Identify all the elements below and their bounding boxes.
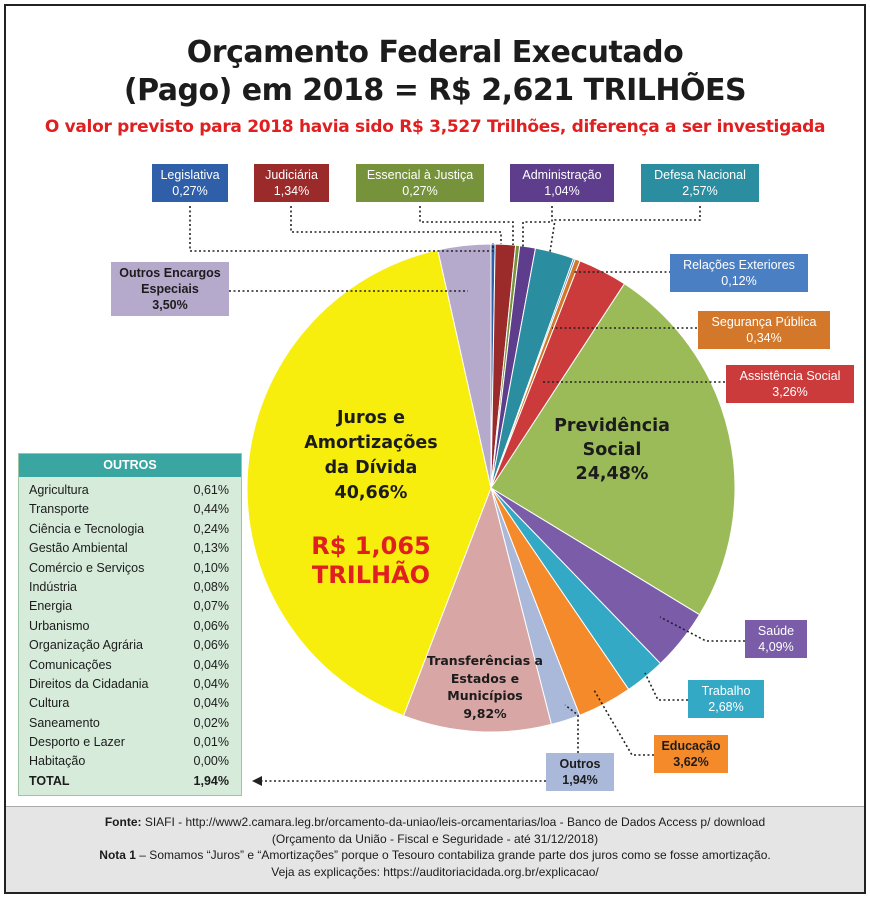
footer-nota-label: Nota 1 xyxy=(99,848,136,862)
label-juros-amount-1: R$ 1,065 xyxy=(311,532,431,560)
label-juros-amount xyxy=(286,532,456,590)
table-cell-value: 0,04% xyxy=(193,696,229,711)
label-saude-name: Saúde xyxy=(757,624,795,638)
label-previdencia-value: 24,48% xyxy=(575,464,649,484)
label-educacao xyxy=(654,735,728,773)
chart-subtitle: O valor previsto para 2018 havia sido R$ 3,527 Trilhões, diferença a ser investigada xyxy=(44,117,826,137)
table-cell-value: 0,01% xyxy=(193,735,229,750)
label-essencial xyxy=(356,164,484,202)
footer-fonte-text: SIAFI - http://www2.camara.leg.br/orcamento-da-uniao/leis-orcamentarias/loa - Banco de Dados Access p/ download xyxy=(141,815,766,829)
outros-breakdown-table xyxy=(18,453,242,796)
label-juros-name-3: da Dívida xyxy=(324,458,418,478)
label-defesa-value: 2,57% xyxy=(682,184,718,198)
leader-line-trabalho xyxy=(645,673,688,700)
leader-line-legislativa xyxy=(190,206,493,251)
label-relacoes-name: Relações Exteriores xyxy=(683,258,795,272)
table-cell-value: 0,04% xyxy=(193,657,229,672)
table-row xyxy=(19,481,241,500)
table-row xyxy=(19,714,241,733)
table-row xyxy=(19,500,241,519)
label-assistencia-name: Assistência Social xyxy=(739,369,841,383)
table-cell-value: 0,07% xyxy=(193,599,229,614)
label-essencial-value: 0,27% xyxy=(402,184,438,198)
label-essencial-name: Essencial à Justiça xyxy=(366,168,474,182)
footer-fonte-label: Fonte: xyxy=(104,815,142,829)
table-cell-value: 0,61% xyxy=(193,483,229,497)
table-cell-name: Comércio e Serviços xyxy=(29,560,145,575)
label-previdencia-name-1: Previdência xyxy=(554,416,670,436)
table-row xyxy=(19,694,241,713)
table-cell-value: 0,24% xyxy=(193,521,229,536)
label-juros-name-2: Amortizações xyxy=(304,433,438,453)
label-educacao-value: 3,62% xyxy=(673,755,709,769)
label-assistencia-value: 3,26% xyxy=(772,385,808,399)
label-previdencia xyxy=(552,414,672,486)
table-cell-value: 0,10% xyxy=(193,560,229,575)
footer-fonte-line-2: (Orçamento da União - Fiscal e Seguridade - até 31/12/2018) xyxy=(271,831,599,846)
label-relacoes xyxy=(670,254,808,292)
table-cell-value: 0,06% xyxy=(193,638,229,653)
label-administracao xyxy=(510,164,614,202)
table-row-total xyxy=(19,772,241,791)
table-total-value: 1,94% xyxy=(193,773,229,788)
outros-table-body xyxy=(19,477,241,791)
table-row xyxy=(19,578,241,597)
table-total-label: TOTAL xyxy=(29,773,70,788)
table-row xyxy=(19,636,241,655)
footer-fonte-line xyxy=(6,814,864,831)
label-judiciaria-name: Judiciária xyxy=(265,168,318,182)
label-transferencias xyxy=(420,652,550,722)
label-outros-encargos-name-1: Outros Encargos xyxy=(119,266,221,280)
table-cell-name: Saneamento xyxy=(29,715,100,730)
table-cell-name: Energia xyxy=(29,599,73,614)
label-assistencia xyxy=(726,365,854,403)
label-relacoes-value: 0,12% xyxy=(721,274,757,288)
footer-nota-line xyxy=(6,847,864,864)
leader-line-administracao xyxy=(523,206,552,247)
label-seguranca-value: 0,34% xyxy=(746,331,782,345)
table-row xyxy=(19,559,241,578)
label-juros xyxy=(296,406,446,506)
label-outros-encargos-name-2: Especiais xyxy=(141,282,199,296)
label-trabalho-value: 2,68% xyxy=(708,700,744,714)
table-cell-value: 0,08% xyxy=(193,579,229,594)
table-cell-name: Direitos da Cidadania xyxy=(29,676,149,691)
title-line-1: Orçamento Federal Executado xyxy=(186,35,684,70)
label-transferencias-name-3: Municípios xyxy=(447,688,523,703)
table-cell-name: Comunicações xyxy=(29,657,112,672)
label-transferencias-name-1: Transferências a xyxy=(427,653,543,668)
table-cell-name: Indústria xyxy=(29,579,77,594)
label-outros-encargos xyxy=(111,262,229,316)
label-juros-amount-2: TRILHÃO xyxy=(311,561,431,589)
leader-line-judiciaria xyxy=(291,206,501,244)
label-outros-name: Outros xyxy=(559,757,601,771)
label-seguranca xyxy=(698,311,830,349)
table-cell-value: 0,13% xyxy=(193,541,229,556)
table-row xyxy=(19,520,241,539)
table-cell-value: 0,04% xyxy=(193,676,229,691)
label-administracao-value: 1,04% xyxy=(544,184,580,198)
label-outros xyxy=(546,753,614,791)
footer-nota-text: – Somamos “Juros” e “Amortizações” porque o Tesouro contabiliza grande parte dos juros como se fosse amortização. xyxy=(135,848,771,862)
label-juros-name-1: Juros e xyxy=(336,408,405,428)
label-juros-value: 40,66% xyxy=(334,483,408,503)
label-judiciaria xyxy=(254,164,329,202)
title-line-2: (Pago) em 2018 = R$ 2,621 TRILHÕES xyxy=(123,73,747,108)
label-outros-value: 1,94% xyxy=(562,773,598,787)
table-cell-name: Habitação xyxy=(29,754,86,769)
table-cell-name: Urbanismo xyxy=(29,618,90,633)
label-defesa-name: Defesa Nacional xyxy=(654,168,746,182)
table-row xyxy=(19,597,241,616)
table-row xyxy=(19,733,241,752)
table-cell-value: 0,02% xyxy=(193,715,229,730)
outros-table-header: OUTROS xyxy=(19,454,241,477)
label-previdencia-name-2: Social xyxy=(582,440,642,460)
table-row xyxy=(19,617,241,636)
table-row xyxy=(19,752,241,771)
table-cell-name: Gestão Ambiental xyxy=(29,541,128,556)
label-outros-encargos-value: 3,50% xyxy=(152,298,188,312)
label-trabalho-name: Trabalho xyxy=(701,684,751,698)
table-cell-value: 0,06% xyxy=(193,618,229,633)
label-seguranca-name: Segurança Pública xyxy=(711,315,817,329)
footer-source xyxy=(6,806,864,892)
leader-line-essencial xyxy=(420,206,513,245)
label-legislativa-value: 0,27% xyxy=(172,184,208,198)
table-cell-name: Desporto e Lazer xyxy=(29,735,125,750)
label-legislativa xyxy=(152,164,228,202)
label-legislativa-name: Legislativa xyxy=(160,168,220,182)
label-administracao-name: Administração xyxy=(522,168,602,182)
footer-nota-line-2: Veja as explicações: https://auditoriacidada.org.br/explicacao/ xyxy=(271,864,599,879)
label-saude xyxy=(745,620,807,658)
table-cell-name: Organização Agrária xyxy=(29,638,143,653)
label-saude-value: 4,09% xyxy=(758,640,794,654)
label-judiciaria-value: 1,34% xyxy=(273,184,310,198)
table-row xyxy=(19,656,241,675)
table-cell-value: 0,00% xyxy=(193,754,229,769)
leader-line-defesa xyxy=(550,206,700,252)
table-cell-name: Agricultura xyxy=(29,483,89,497)
table-cell-name: Transporte xyxy=(29,502,89,517)
table-cell-value: 0,44% xyxy=(193,502,229,517)
label-trabalho xyxy=(688,680,764,718)
table-row xyxy=(19,675,241,694)
table-row xyxy=(19,539,241,558)
table-cell-name: Ciência e Tecnologia xyxy=(29,521,145,536)
label-transferencias-name-2: Estados e xyxy=(450,670,520,686)
label-educacao-name: Educação xyxy=(661,739,721,753)
arrow-head-icon xyxy=(252,776,262,786)
label-transferencias-value: 9,82% xyxy=(463,705,507,721)
label-defesa xyxy=(641,164,759,202)
table-cell-name: Cultura xyxy=(29,696,70,711)
